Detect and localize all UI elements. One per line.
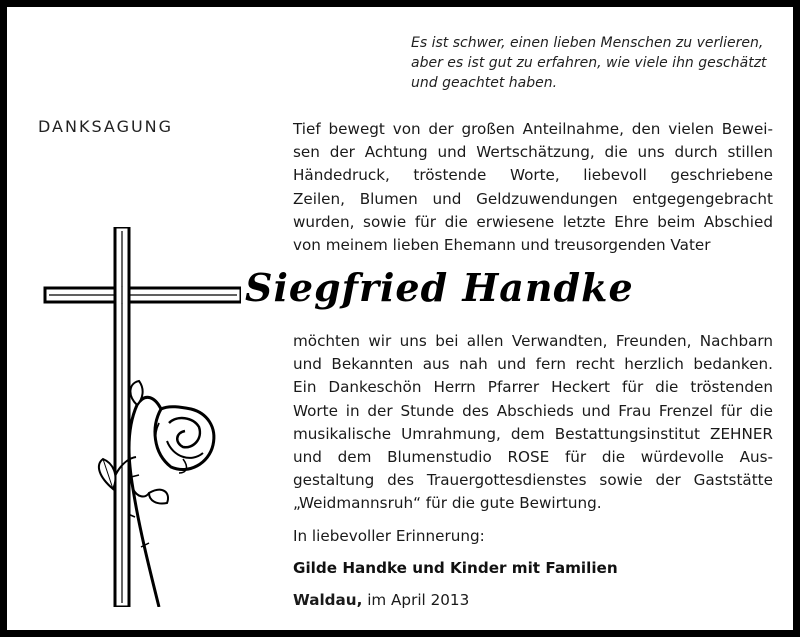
text-line: von meinem lieben Ehemann und treusorgenden Vater <box>293 236 711 255</box>
text-line: gestaltung des Trauergottesdienstes sowie der Gaststätte <box>293 471 773 490</box>
motto-line: und geachtet haben. <box>411 75 558 91</box>
text-line: Worte in der Stunde des Abschieds und Frau Frenzel für die <box>293 401 773 420</box>
text-line: musikalische Umrahmung, dem Bestattungsinstitut ZEHNER <box>293 424 773 443</box>
text-line: Zeilen, Blumen und Geldzuwendungen entgegengebracht <box>293 189 773 208</box>
heading: DANKSAGUNG <box>38 117 174 136</box>
text-line: sen der Achtung und Wertschätzung, die uns durch stillen <box>293 143 773 162</box>
motto-line: aber es ist gut zu erfahren, wie viele ihn geschätzt <box>411 55 767 71</box>
text-line: „Weidmannsruh“ für die gute Bewirtung. <box>293 494 602 513</box>
cross-with-rose-icon <box>41 227 241 607</box>
date: im April 2013 <box>367 591 470 609</box>
motto-quote <box>411 33 771 93</box>
text-line: und dem Blumenstudio ROSE für die würdevolle Aus- <box>293 448 773 467</box>
place: Waldau, <box>293 591 363 609</box>
motto-line: Es ist schwer, einen lieben Menschen zu verlieren, <box>411 35 764 51</box>
family-signature: Gilde Handke und Kinder mit Familien <box>293 559 618 577</box>
thanks-paragraph-1 <box>293 118 773 257</box>
text-line: und Bekannten aus nah und fern recht herzlich bedanken. <box>293 355 773 374</box>
place-date <box>293 591 469 609</box>
text-line: möchten wir uns bei allen Verwandten, Freunden, Nachbarn <box>293 332 773 350</box>
deceased-name: Siegfried Handke <box>245 265 634 310</box>
text-line: Händedruck, tröstende Worte, liebevoll geschriebene <box>293 166 773 185</box>
text-line: Tief bewegt von der großen Anteilnahme, den vielen Bewei- <box>293 120 773 138</box>
text-line: Ein Dankeschön Herrn Pfarrer Heckert für die tröstenden <box>293 378 773 397</box>
text-line: wurden, sowie für die erwiesene letzte Ehre beim Abschied <box>293 212 773 231</box>
thanks-paragraph-2 <box>293 330 773 516</box>
memory-line: In liebevoller Erinnerung: <box>293 527 485 545</box>
